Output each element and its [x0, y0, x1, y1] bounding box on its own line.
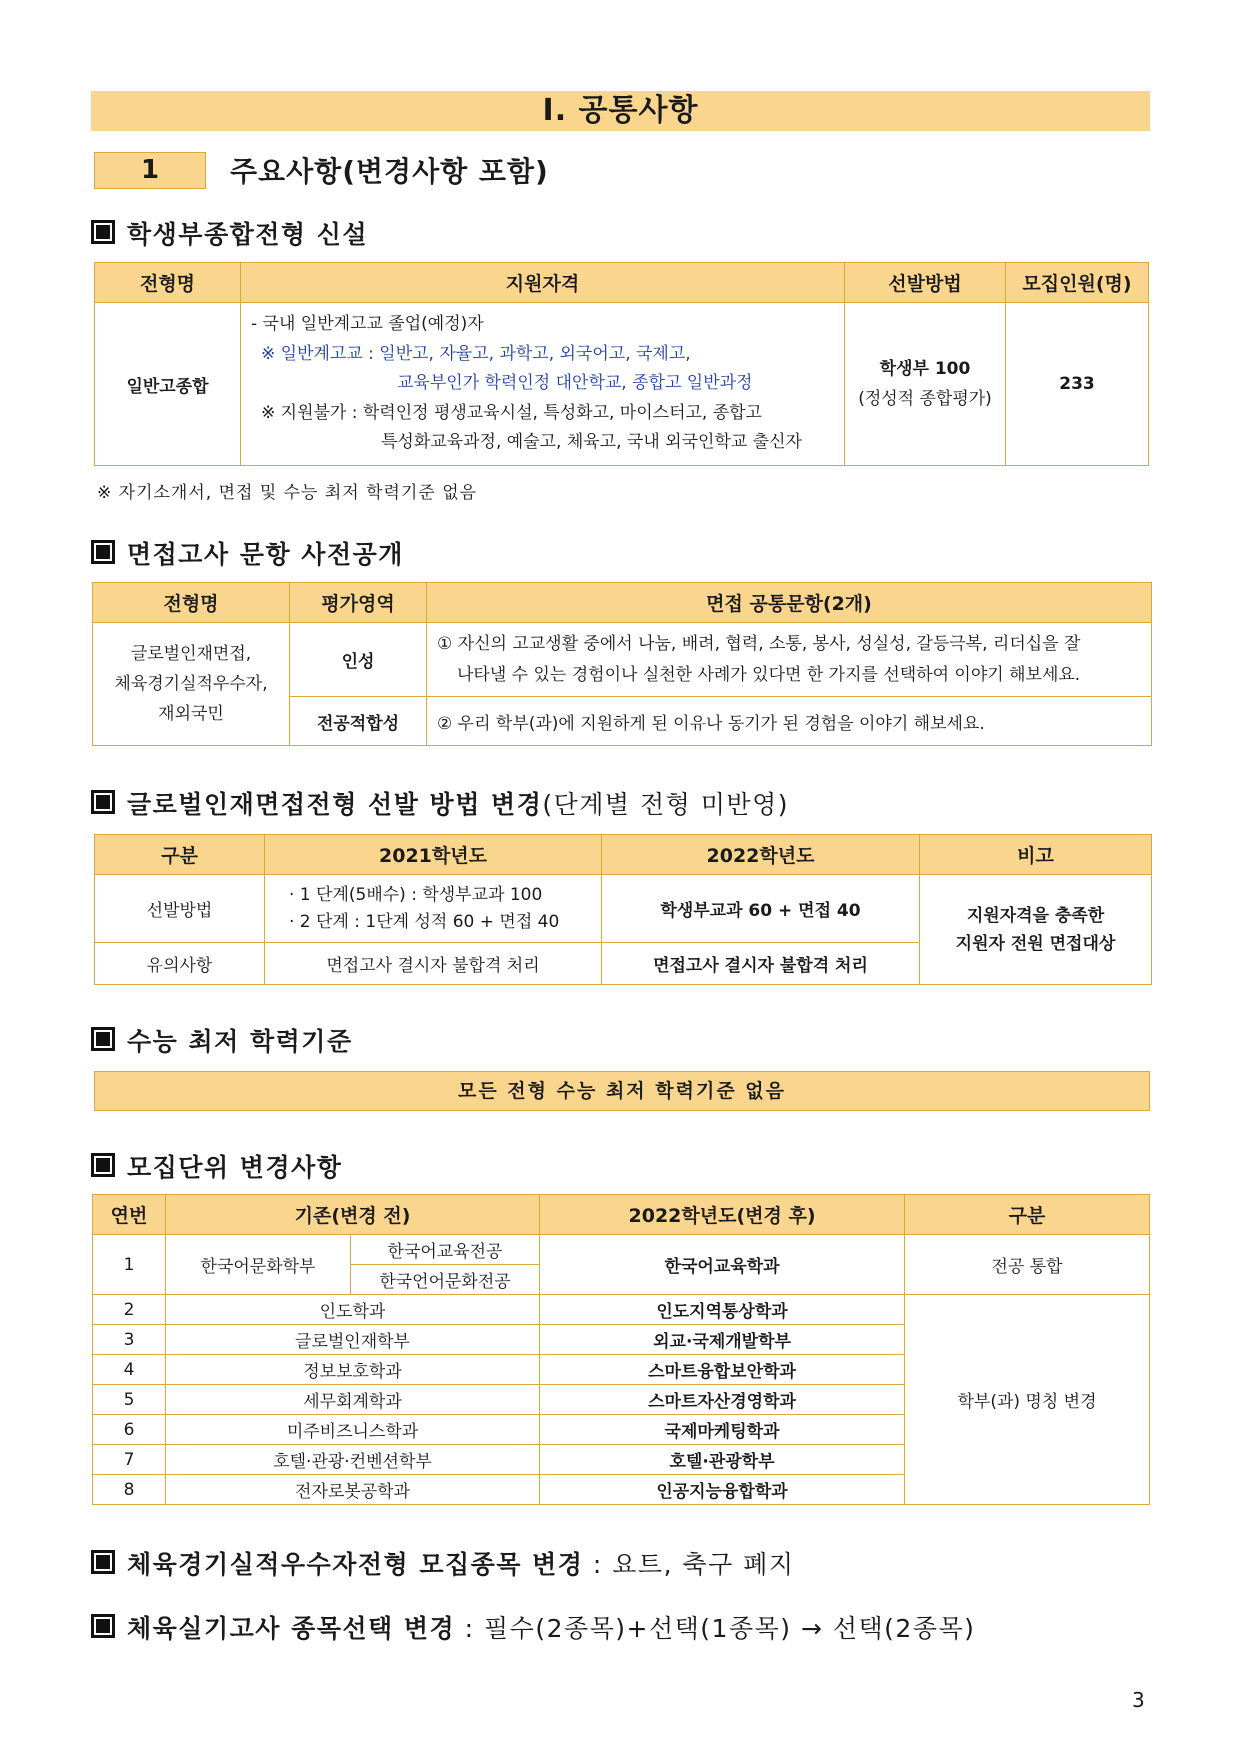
caution-2021: 면접고사 결시자 불합격 처리	[265, 943, 602, 985]
row-number: 1	[93, 1235, 166, 1295]
dept-before: 미주비즈니스학과	[166, 1415, 540, 1445]
dept-after: 국제마케팅학과	[540, 1415, 905, 1445]
type-line: 글로벌인재면접,	[130, 644, 252, 664]
dept-after: 인도지역통상학과	[540, 1295, 905, 1325]
method-line: 학생부 100	[879, 359, 971, 379]
new-admission-table	[94, 262, 1149, 466]
square-bullet-icon	[91, 220, 115, 244]
method-2021	[265, 875, 602, 943]
qualification-line: ※ 지원불가 : 학력인정 평생교육시설, 특성화고, 마이스터고, 종합고	[261, 402, 762, 423]
heading-global-method: 글로벌인재면접전형 선발 방법 변경(단계별 전형 미반영)	[91, 785, 789, 821]
col-header: 평가영역	[290, 583, 427, 623]
type-line: 체육경기실적우수자,	[114, 674, 268, 694]
quota-count: 233	[1006, 303, 1149, 466]
dept-before: 정보보호학과	[166, 1355, 540, 1385]
col-header: 비고	[920, 835, 1152, 875]
table-row	[93, 1295, 1150, 1325]
method-line: · 1 단계(5배수) : 학생부교과 100	[289, 884, 543, 905]
square-bullet-icon	[91, 540, 115, 564]
row-label: 유의사항	[95, 943, 265, 985]
col-header: 구분	[95, 835, 265, 875]
heading-sports-test: 체육실기고사 종목선택 변경 : 필수(2종목)+선택(1종목) → 선택(2종목)	[91, 1609, 975, 1645]
row-number: 4	[93, 1355, 166, 1385]
dept-after: 외교·국제개발학부	[540, 1325, 905, 1355]
question-2: ② 우리 학부(과)에 지원하게 된 이유나 동기가 된 경험을 이야기 해보세요.	[427, 697, 1152, 746]
dept-after: 한국어교육학과	[540, 1235, 905, 1295]
square-bullet-icon	[91, 1153, 115, 1177]
dept-before: 한국어문화학부	[166, 1235, 351, 1295]
dept-after: 호텔·관광학부	[540, 1445, 905, 1475]
col-header: 구분	[905, 1195, 1150, 1235]
selection-method	[845, 303, 1006, 466]
row-number: 7	[93, 1445, 166, 1475]
section-number: 1	[94, 152, 206, 189]
dept-before: 세무회계학과	[166, 1385, 540, 1415]
col-header: 선발방법	[845, 263, 1006, 303]
area-major-fit: 전공적합성	[290, 697, 427, 746]
qualification-line: 교육부인가 학력인정 대안학교, 종합고 일반과정	[397, 373, 753, 394]
area-personality: 인성	[290, 623, 427, 697]
square-bullet-icon	[91, 1550, 115, 1574]
method-2022: 학생부교과 60 + 면접 40	[602, 875, 920, 943]
dept-before: 호텔·관광·컨벤션학부	[166, 1445, 540, 1475]
row-number: 6	[93, 1415, 166, 1445]
question-line: ① 자신의 고교생활 중에서 나눔, 배려, 협력, 소통, 봉사, 성실성, 갈등극복, 리더십을 잘	[437, 633, 1081, 654]
row-number: 5	[93, 1385, 166, 1415]
method-change-table	[94, 834, 1152, 985]
qualification-cell	[241, 303, 845, 466]
type-line: 재외국민	[158, 704, 224, 724]
dept-before: 인도학과	[166, 1295, 540, 1325]
csat-banner: 모든 전형 수능 최저 학력기준 없음	[94, 1071, 1150, 1111]
question-line: 나타낼 수 있는 경험이나 실천한 사례가 있다면 한 가지를 선택하여 이야기 해보세요.	[457, 664, 1081, 685]
qualification-line: - 국내 일반계고교 졸업(예정)자	[251, 314, 484, 335]
qualification-line: 특성화교육과정, 예술고, 체육고, 국내 외국인학교 출신자	[381, 432, 802, 453]
page-number: 3	[1132, 1688, 1145, 1712]
remark-line: 지원자 전원 면접대상	[955, 933, 1116, 954]
square-bullet-icon	[91, 1027, 115, 1051]
row-number: 8	[93, 1475, 166, 1505]
col-header: 전형명	[93, 583, 290, 623]
dept-after: 인공지능융합학과	[540, 1475, 905, 1505]
qualification-line: ※ 일반계고교 : 일반고, 자율고, 과학고, 외국어고, 국제고,	[261, 343, 691, 364]
section-title: 주요사항(변경사항 포함)	[230, 155, 549, 188]
admission-types	[93, 623, 290, 746]
remark-line: 지원자격을 충족한	[966, 905, 1105, 926]
page-title: Ⅰ. 공통사항	[91, 91, 1150, 131]
interview-table	[92, 582, 1152, 746]
method-line: · 2 단계 : 1단계 성적 60 + 면접 40	[289, 911, 560, 932]
square-bullet-icon	[91, 1614, 115, 1638]
heading-unit-changes: 모집단위 변경사항	[91, 1148, 342, 1184]
heading-csat-minimum: 수능 최저 학력기준	[91, 1022, 353, 1058]
dept-before: 전자로봇공학과	[166, 1475, 540, 1505]
col-header: 2022학년도(변경 후)	[540, 1195, 905, 1235]
change-kind: 학부(과) 명칭 변경	[905, 1295, 1150, 1505]
col-header: 지원자격	[241, 263, 845, 303]
major-before: 한국어교육전공	[351, 1235, 540, 1265]
col-header: 연번	[93, 1195, 166, 1235]
square-bullet-icon	[91, 790, 115, 814]
remark-cell	[920, 875, 1152, 985]
col-header: 2022학년도	[602, 835, 920, 875]
caution-2022: 면접고사 결시자 불합격 처리	[602, 943, 920, 985]
col-header: 면접 공통문항(2개)	[427, 583, 1152, 623]
change-kind: 전공 통합	[905, 1235, 1150, 1295]
dept-after: 스마트자산경영학과	[540, 1385, 905, 1415]
unit-change-table	[92, 1194, 1150, 1505]
heading-sports-events: 체육경기실적우수자전형 모집종목 변경 : 요트, 축구 폐지	[91, 1545, 795, 1581]
col-header: 모집인원(명)	[1006, 263, 1149, 303]
dept-after: 스마트융합보안학과	[540, 1355, 905, 1385]
row-number: 2	[93, 1295, 166, 1325]
heading-new-admission: 학생부종합전형 신설	[91, 215, 368, 251]
row-number: 3	[93, 1325, 166, 1355]
heading-interview-questions: 면접고사 문항 사전공개	[91, 535, 404, 571]
admission-name: 일반고종합	[95, 303, 241, 466]
note-text: ※ 자기소개서, 면접 및 수능 최저 학력기준 없음	[97, 483, 478, 503]
col-header: 전형명	[95, 263, 241, 303]
major-before: 한국언어문화전공	[351, 1265, 540, 1295]
row-label: 선발방법	[95, 875, 265, 943]
col-header: 2021학년도	[265, 835, 602, 875]
col-header: 기존(변경 전)	[166, 1195, 540, 1235]
dept-before: 글로벌인재학부	[166, 1325, 540, 1355]
method-line: (정성적 종합평가)	[858, 389, 992, 409]
question-1	[427, 623, 1152, 697]
